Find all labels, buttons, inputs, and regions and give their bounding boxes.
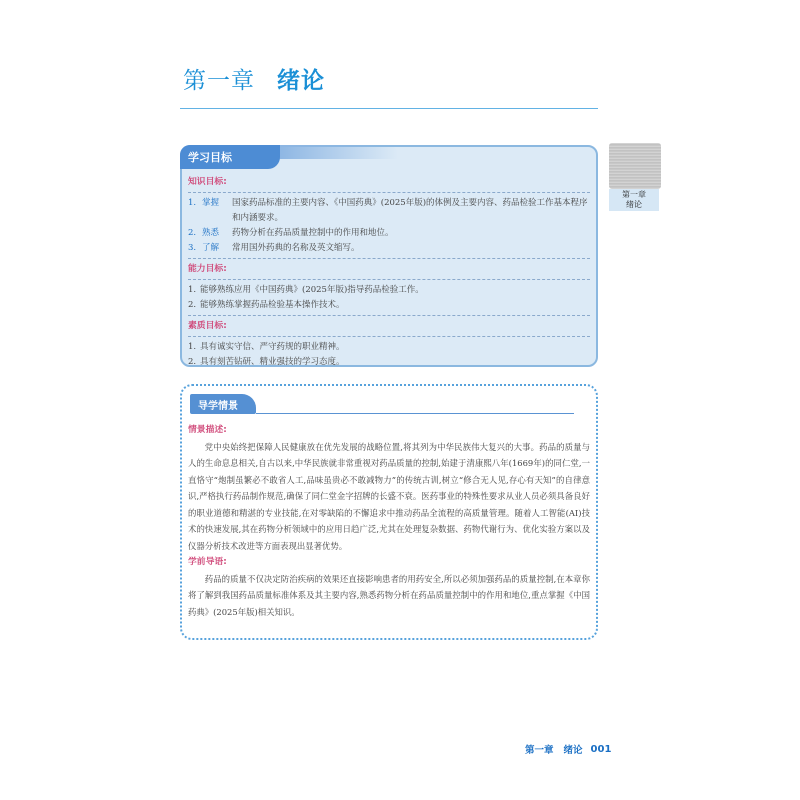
footer-chapter-name: 绪论: [563, 745, 583, 756]
item-text: 药物分析在药品质量控制中的作用和地位。: [232, 228, 394, 238]
quality-item: [188, 340, 590, 355]
knowledge-item: [188, 226, 590, 241]
item-index: 2.: [188, 300, 197, 310]
ability-goals-title: 能力目标:: [188, 264, 227, 274]
item-text: 具有诚实守信、严守药规的职业精神。: [200, 342, 345, 352]
item-index: 1.: [188, 285, 197, 295]
qr-code-image: [609, 143, 661, 189]
item-text: 能够熟练掌握药品检验基本操作技术。: [200, 300, 345, 310]
objectives-header-accent: [278, 145, 398, 159]
side-chapter-tab: [609, 189, 659, 211]
context-header-rule: [256, 413, 574, 414]
title-divider: [180, 108, 598, 109]
footer-band: [613, 742, 691, 756]
guided-context-box: [180, 384, 598, 640]
context-header-label: 导学情景: [198, 401, 238, 412]
item-index: 2.: [188, 357, 197, 367]
item-text: 国家药品标准的主要内容、《中国药典》(2025年版)的体例及主要内容、药品检验工作基本程序和内涵要求。: [232, 198, 588, 223]
divider: [188, 336, 590, 337]
divider: [188, 315, 590, 316]
ability-item: [188, 283, 590, 298]
chapter-name: 绪论: [277, 68, 325, 94]
side-tab-name: 绪论: [626, 200, 642, 209]
quality-item: [188, 355, 590, 370]
item-text: 具有刻苦钻研、精业强技的学习态度。: [200, 357, 345, 367]
item-index: 2.: [188, 228, 197, 238]
item-index: 1.: [188, 342, 197, 352]
scenario-paragraph: 党中央始终把保障人民健康放在优先发展的战略位置,将其列为中华民族伟大复兴的大事。药品的质量与人的生命息息相关,自古以来,中华民族就非常重视对药品质量的控制,始建于清康熙八年(1669年)的同仁堂,一直恪守“炮制虽繁必不敢省人工,品味虽贵必不敢减物力”的传统古训,树立“修合无人见,存心有天知”的自律意识,严格执行药品制作规范,确保了同仁堂金字招牌的长盛不衰。医药事业的特殊性要求从业人员必须具备良好的职业道德和精湛的专业技能,在对零缺陷的不懈追求中推动药品全流程的高质量管理。随着人工智能(AI)技术的快速发展,其在药物分析领域中的应用日趋广泛,尤其在处理复杂数据、药物代谢行为、优化实验方案以及仪器分析技术改进等方面表现出显著优势。: [188, 441, 590, 551]
item-index: 1.: [188, 198, 197, 208]
knowledge-goals-title: 知识目标:: [188, 177, 227, 187]
page-number: 001: [590, 743, 612, 755]
quality-goals-title: 素质目标:: [188, 321, 227, 331]
context-header: [190, 394, 256, 414]
ability-item: [188, 298, 590, 313]
divider: [188, 192, 590, 193]
context-content: [188, 422, 590, 620]
objectives-header: [180, 145, 280, 169]
intro-title: 学前导语:: [188, 557, 227, 567]
scenario-title: 情景描述:: [188, 425, 227, 435]
divider: [188, 258, 590, 259]
chapter-number: 第一章: [183, 68, 255, 94]
side-tab-chapter: 第一章: [622, 190, 646, 199]
intro-paragraph: 药品的质量不仅决定防治疾病的效果还直接影响患者的用药安全,所以必须加强药品的质量控制,在本章你将了解到我国药品质量标准体系及其主要内容,熟悉药物分析在药品质量控制中的作用和地位,重点掌握《中国药典》(2025年版)相关知识。: [188, 573, 590, 617]
objectives-content: [188, 175, 590, 370]
divider: [188, 279, 590, 280]
item-keyword: 掌握: [202, 198, 220, 208]
item-index: 3.: [188, 243, 197, 253]
page-footer: [525, 742, 691, 756]
item-keyword: 熟悉: [202, 228, 220, 238]
learning-objectives-box: [180, 145, 598, 367]
item-text: 常用国外药典的名称及英文缩写。: [232, 243, 360, 253]
item-keyword: 了解: [202, 243, 220, 253]
footer-chapter: 第一章: [525, 745, 554, 756]
objectives-header-label: 学习目标: [188, 151, 232, 164]
item-text: 能够熟练应用《中国药典》(2025年版)指导药品检验工作。: [200, 285, 424, 295]
chapter-title: [183, 62, 325, 95]
knowledge-item: [188, 196, 590, 226]
knowledge-item: [188, 241, 590, 256]
